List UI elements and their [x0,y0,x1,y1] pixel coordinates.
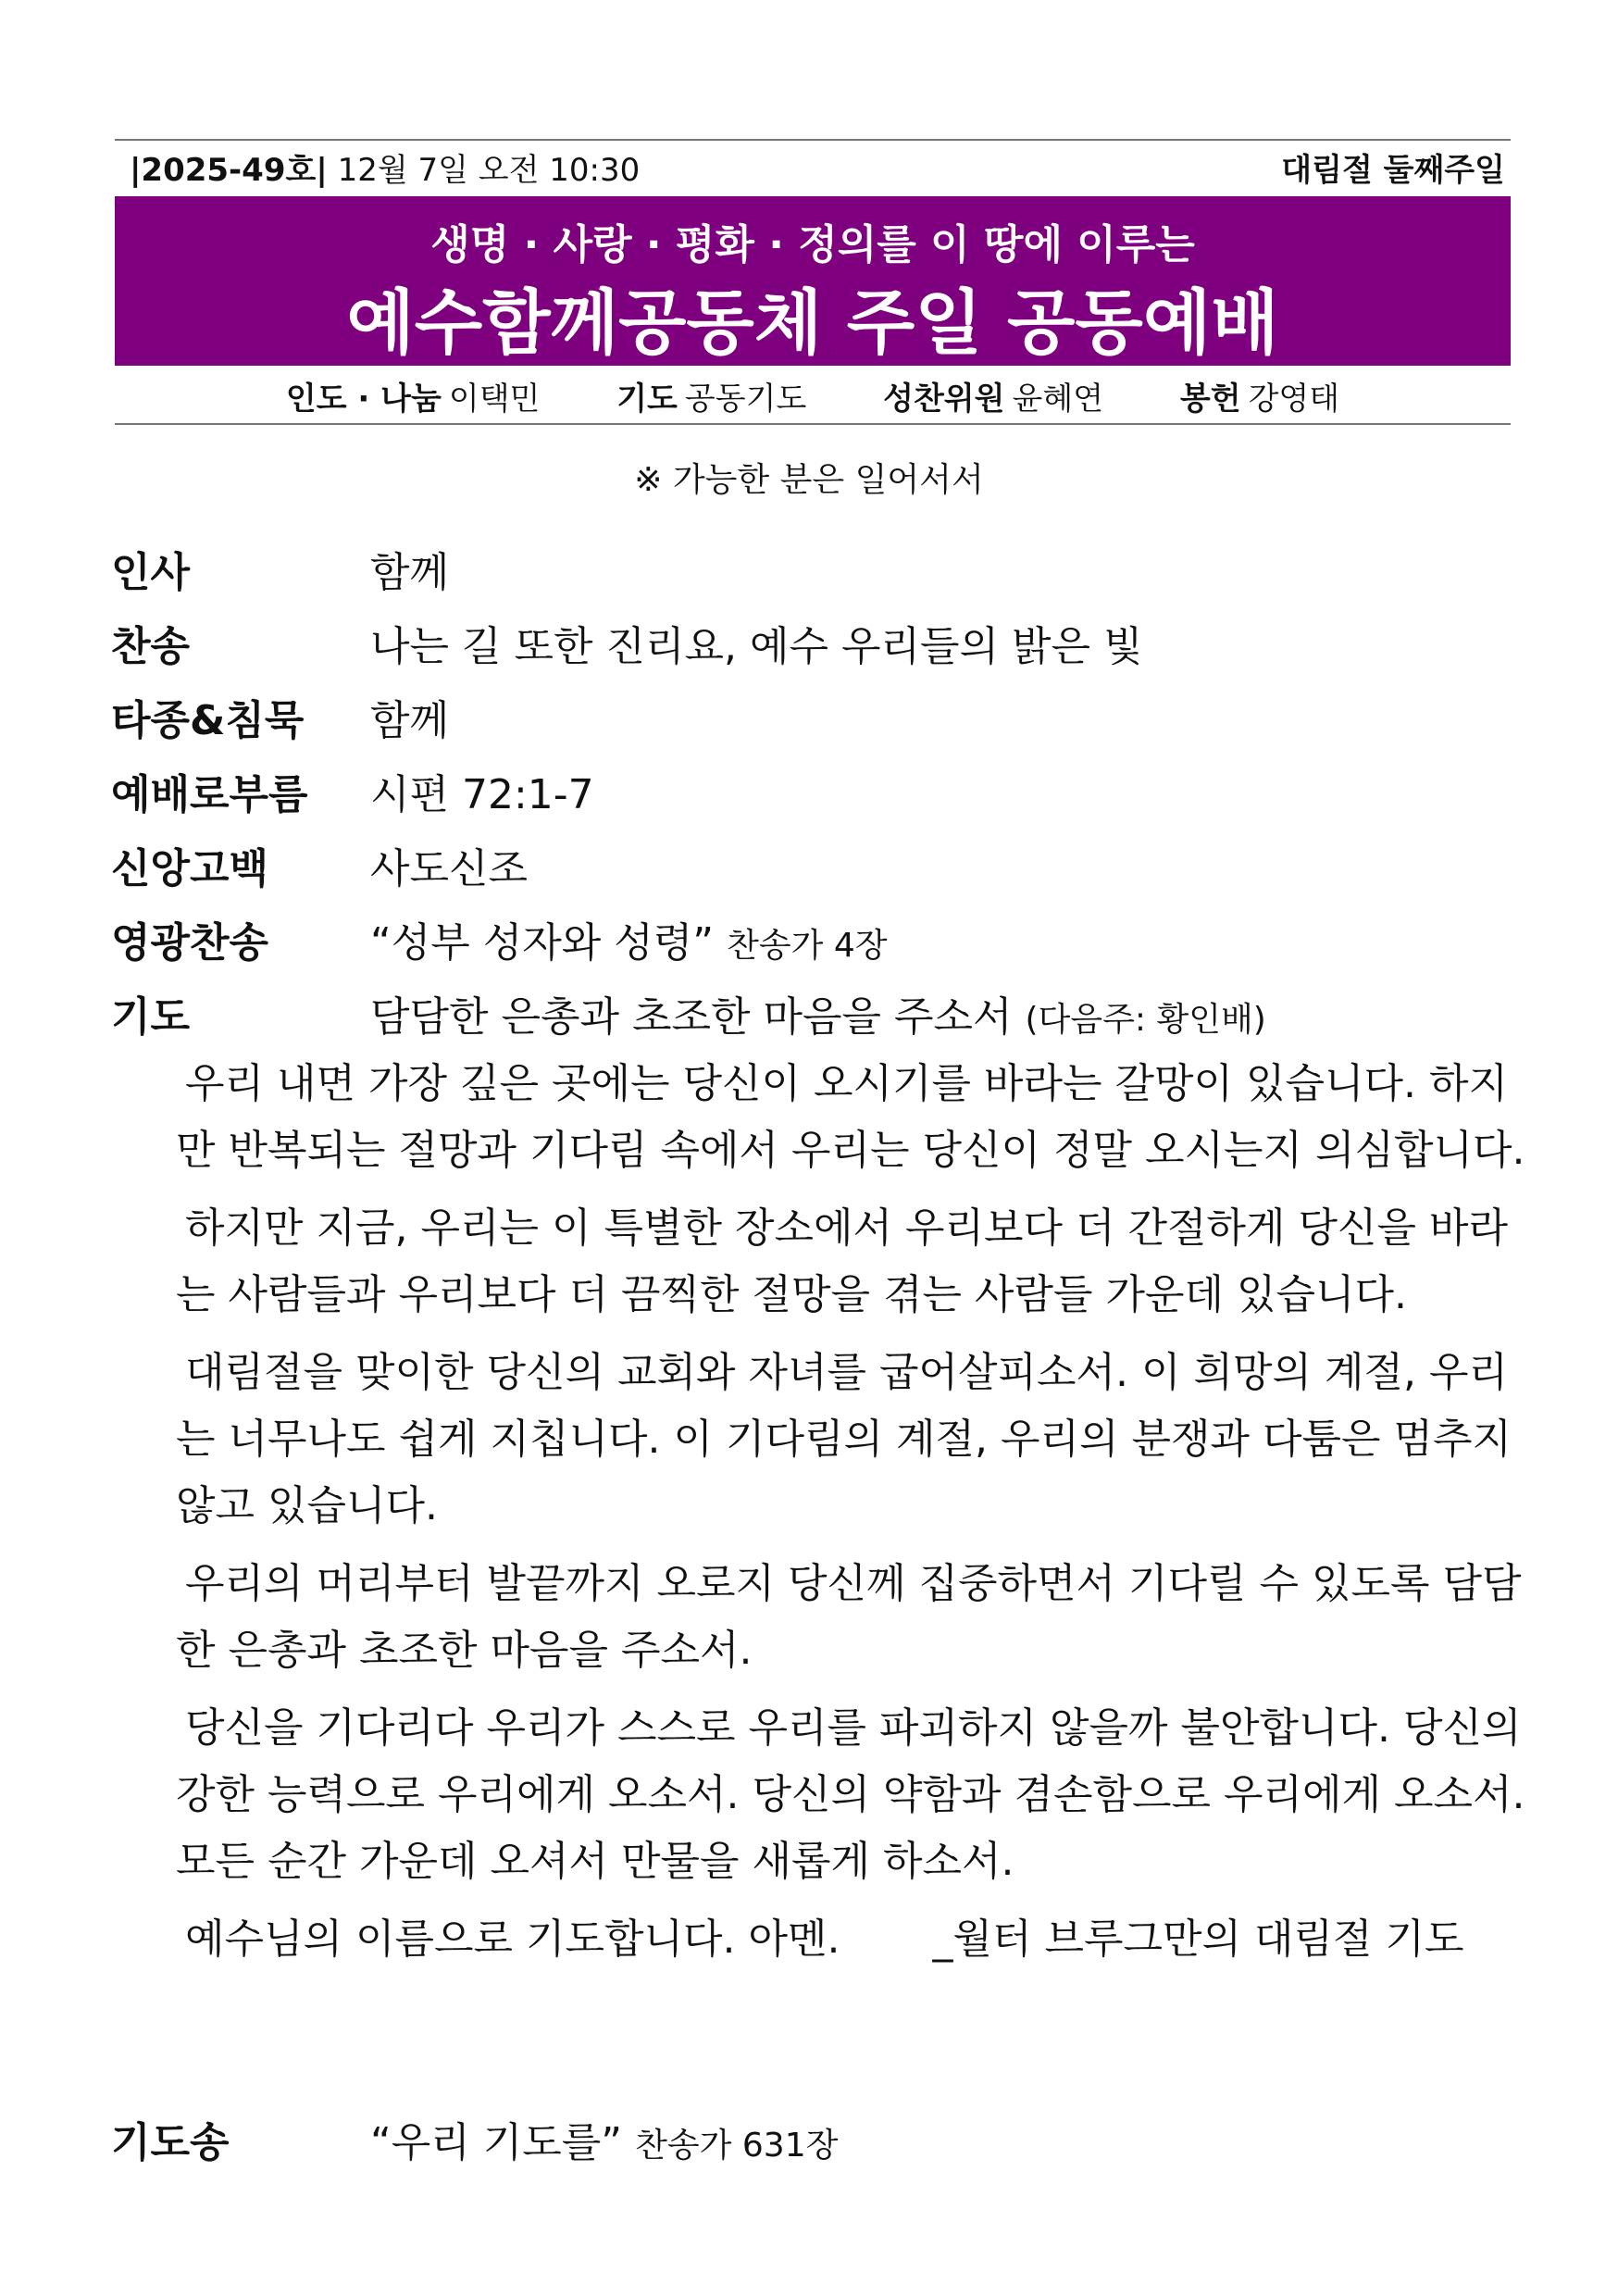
role-label: 성찬위원 [883,381,1005,418]
order-label: 찬송 [111,623,191,670]
prayer-text [176,1051,1537,1984]
service-datetime: 12월 7일 오전 10:30 [337,152,641,189]
liturgical-season: 대림절 둘째주일 [1281,152,1505,189]
prayer-paragraph: 우리의 머리부터 발끝까지 오로지 당신께 집중하면서 기다릴 수 있도록 담담한 은총과 초조한 마음을 주소서. [176,1560,1522,1674]
order-value: 시편 72:1-7 [370,771,594,818]
order-value: 함께 [370,697,450,744]
role-name: 강영태 [1248,381,1340,418]
order-value: “성부 성자와 성령” [370,919,715,967]
role-name: 윤혜연 [1012,381,1104,418]
prayer-closing-line [176,1906,1537,1973]
order-label: 기도송 [111,2119,230,2166]
role-leader [286,373,541,418]
order-extra: 찬송가 631장 [635,2127,839,2165]
order-label: 신앙고백 [111,845,269,892]
prayer-paragraph: 하지만 지금, 우리는 이 특별한 장소에서 우리보다 더 간절하게 당신을 바라는 사람들과 우리보다 더 끔찍한 절망을 겪는 사람들 가운데 있습니다. [176,1204,1508,1318]
order-value: 담담한 은총과 초조한 마음을 주소서 [370,993,1013,1041]
prayer-paragraph: 우리 내면 가장 깊은 곳에는 당신이 오시기를 바라는 갈망이 있습니다. 하지만 반복되는 절망과 기다림 속에서 우리는 당신이 정말 오시는지 의심합니다. [176,1060,1525,1174]
order-label: 기도 [111,993,191,1041]
banner-title: 예수함께공동체 주일 공동예배 [346,281,1279,364]
order-extra: (다음주: 황인배) [1025,1001,1266,1039]
bulletin-header [130,144,1505,189]
prayer-closing: 예수님의 이름으로 기도합니다. 아멘. [185,1915,840,1963]
order-value: 함께 [370,549,450,596]
title-banner [115,196,1511,366]
order-value: “우리 기도를” [370,2119,623,2166]
role-name: 이택민 [448,381,541,418]
role-offering [1180,373,1339,418]
issue-number: |2025-49호| [130,152,328,189]
roles-row [115,373,1511,418]
bottom-rule [115,423,1511,425]
order-value: 나는 길 또한 진리요, 예수 우리들의 밝은 빛 [370,623,1143,670]
prayer-paragraph: 대림절을 맞이한 당신의 교회와 자녀를 굽어살피소서. 이 희망의 계절, 우리는 너무나도 쉽게 지칩니다. 이 기다림의 계절, 우리의 분쟁과 다툼은 멈추지 않고 있습니다. [176,1349,1512,1529]
order-value: 사도신조 [370,845,529,892]
prayer-paragraph: 당신을 기다리다 우리가 스스로 우리를 파괴하지 않을까 불안합니다. 당신의 강한 능력으로 우리에게 오소서. 당신의 약함과 겸손함으로 우리에게 오소서. 모든 순간 가운데 오셔서 만물을 새롭게 하소서. [176,1704,1525,1885]
order-label: 인사 [111,549,191,596]
order-label: 타종&침묵 [111,697,305,744]
top-rule [115,139,1511,141]
role-label: 봉헌 [1179,381,1241,418]
order-extra: 찬송가 4장 [727,927,888,965]
order-label: 예배로부름 [111,771,308,818]
order-label: 영광찬송 [111,919,269,967]
order-value-wrap [370,2109,838,2168]
prayer-attribution: _월터 브루그만의 대림절 기도 [932,1915,1464,1963]
issue-info [130,144,640,190]
role-name: 공동기도 [684,381,807,418]
role-label: 기도 [616,381,678,418]
order-value-wrap [370,983,1266,1042]
role-label: 인도 · 나눔 [285,381,442,418]
banner-subtitle: 생명 · 사랑 · 평화 · 정의를 이 땅에 이루는 [430,221,1195,268]
standing-note: ※ 가능한 분은 일어서서 [634,461,984,499]
role-prayer [616,373,806,418]
role-communion [883,373,1103,418]
order-value-wrap [370,909,888,968]
